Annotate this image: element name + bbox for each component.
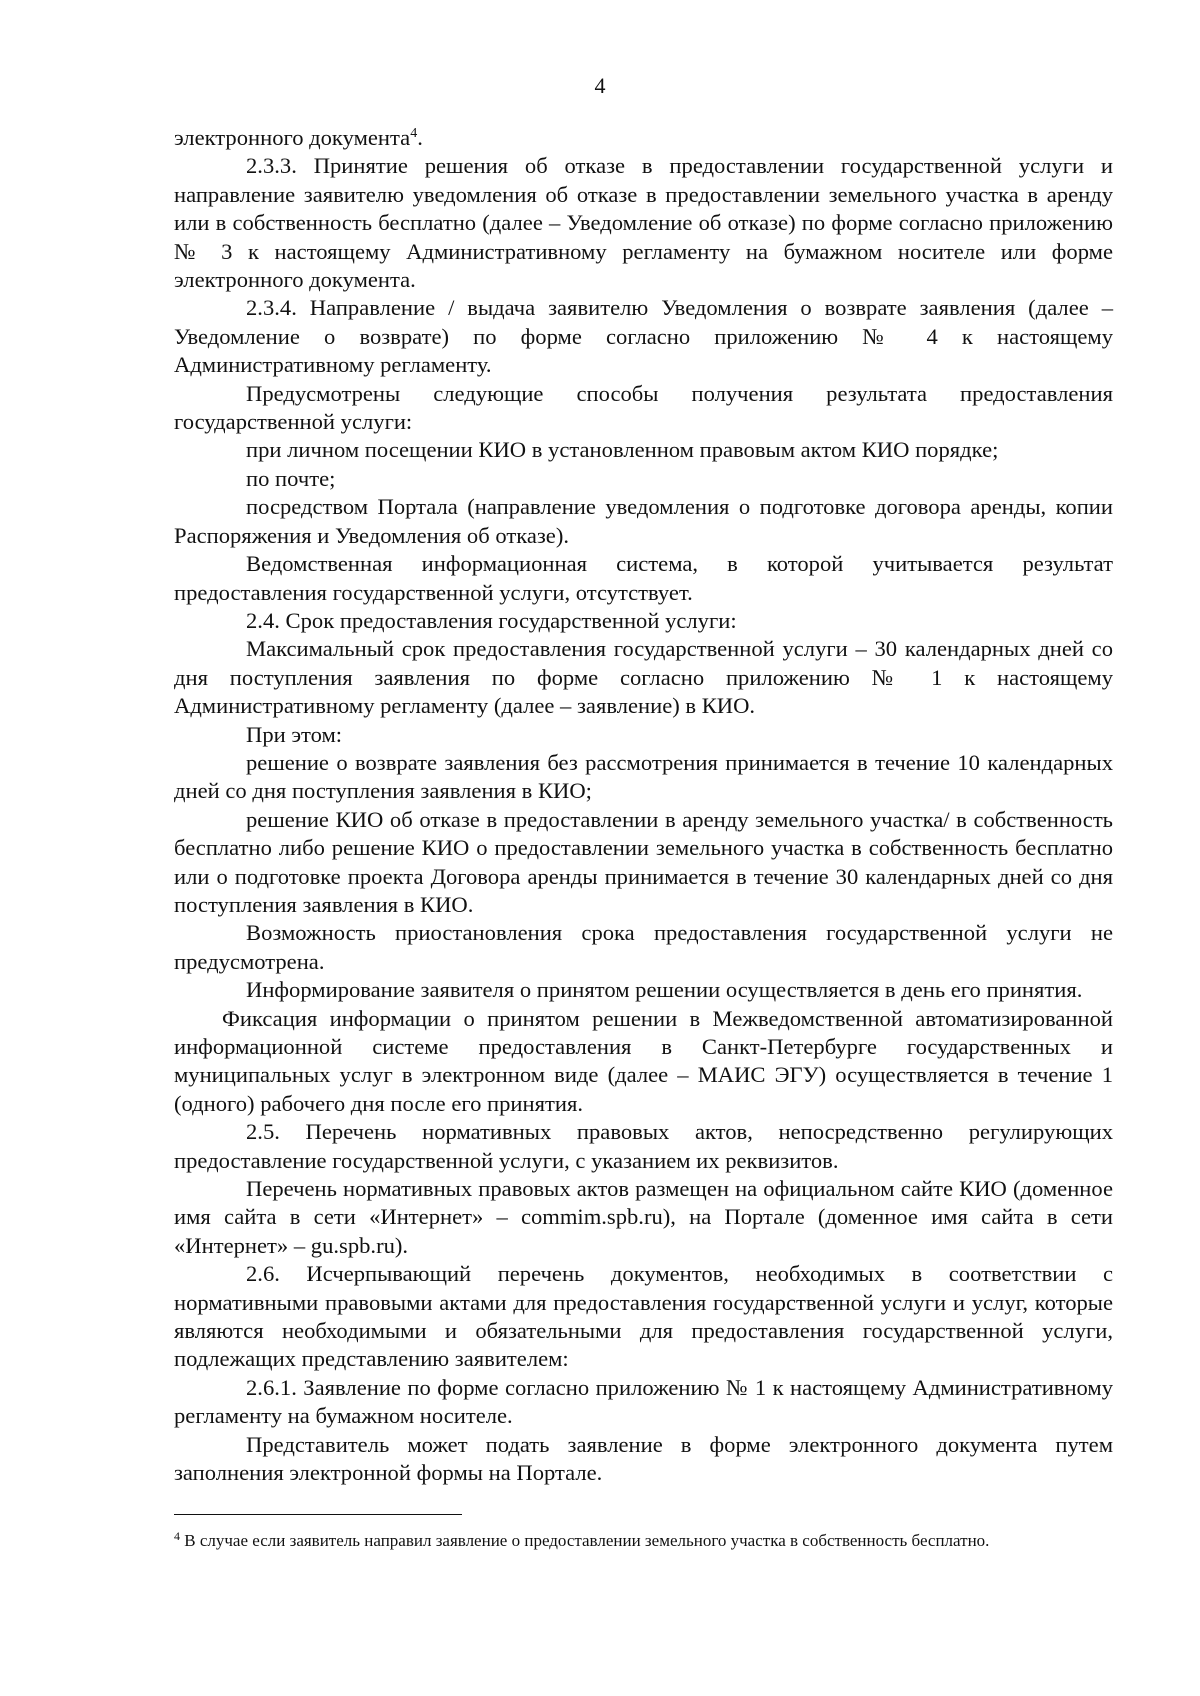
paragraph-2-6: 2.6. Исчерпывающий перечень документов, необходимых в соответствии с нормативными правовыми актами для предоставления государственной услуги и услуг, которые являются необходимыми и обязательными для предоставления государственной услуги, подлежащих представлению заявителем: [174, 1261, 1113, 1372]
paragraph-representative: Представитель может подать заявление в форме электронного документа путем заполнения электронной формы на Портале. [174, 1431, 1113, 1486]
footnote-marker: 4 [174, 1529, 180, 1543]
footnote [174, 1530, 1113, 1551]
paragraph-at-the-same-time: При этом: [246, 721, 343, 747]
paragraph-information-system: Ведомственная информационная система, в которой учитывается результат предоставления государственной услуги, отсутствует. [174, 551, 1113, 605]
paragraph-text: электронного документа [174, 125, 411, 150]
paragraph-kio-decision: решение КИО об отказе в предоставлении в аренду земельного участка/ в собственность бесплатно либо решение КИО о предоставлении земельного участка в собственность бесплатно или о подготовке проекта Договора аренды принимается в течение 30 календарных дней со дня поступления заявления в КИО. [174, 806, 1113, 917]
paragraph-2-6-1: 2.6.1. Заявление по форме согласно приложению № 1 к настоящему Административному регламенту на бумажном носителе. [174, 1374, 1113, 1429]
footnote-reference: 4 [410, 126, 418, 141]
paragraph-legal-acts-list: Перечень нормативных правовых актов размещен на официальном сайте КИО (доменное имя сайта в сети «Интернет» – commim.spb.ru), на Портале (доменное имя сайта в сети «Интернет» – gu.spb.ru). [174, 1176, 1113, 1258]
document-body [174, 124, 1113, 1488]
list-item-mail: по почте; [246, 465, 336, 491]
paragraph-suspension: Возможность приостановления срока предоставления государственной услуги не предусмотрена. [174, 920, 1113, 974]
footnote-separator [174, 1514, 462, 1515]
paragraph-continuation [174, 124, 1113, 152]
page-number: 4 [594, 73, 606, 98]
paragraph-2-5: 2.5. Перечень нормативных правовых актов, непосредственно регулирующих предоставление государственной услуги, с указанием их реквизитов. [174, 1119, 1113, 1173]
paragraph-result-methods: Предусмотрены следующие способы получения результата предоставления государственной услуги: [174, 380, 1113, 435]
list-item-portal: посредством Портала (направление уведомления о подготовке договора аренды, копии Распоряжения и Уведомления об отказе). [174, 494, 1113, 548]
paragraph-punctuation: . [417, 125, 423, 150]
paragraph-return-decision: решение о возврате заявления без рассмотрения принимается в течение 10 календарных дней со дня поступления заявления в КИО; [174, 749, 1113, 804]
paragraph-fixation: Фиксация информации о принятом решении в Межведомственной автоматизированной информационной системе предоставления в Санкт-Петербурге государственных и муниципальных услуг в электронном виде (далее – МАИС ЭГУ) осуществляется в течение 1 (одного) рабочего дня после его принятия. [174, 1005, 1113, 1116]
paragraph-max-term: Максимальный срок предоставления государственной услуги – 30 календарных дней со дня поступления заявления по форме согласно приложению № 1 к настоящему Административному регламенту (далее – заявление) в КИО. [174, 636, 1113, 719]
footnote-text: В случае если заявитель направил заявление о предоставлении земельного участка в собственность бесплатно. [184, 1531, 990, 1550]
paragraph-2-3-4: 2.3.4. Направление / выдача заявителю Уведомления о возврате заявления (далее – Уведомление о возврате) по форме согласно приложению № 4 к настоящему Административному регламенту. [174, 295, 1113, 378]
paragraph-informing: Информирование заявителя о принятом решении осуществляется в день его принятия. [246, 977, 1083, 1003]
paragraph-2-4: 2.4. Срок предоставления государственной услуги: [246, 607, 737, 633]
paragraph-2-3-3: 2.3.3. Принятие решения об отказе в предоставлении государственной услуги и направление заявителю уведомления об отказе в предоставлении земельного участка в аренду или в собственность бесплатно (далее – Уведомление об отказе) по форме согласно приложению № 3 к настоящему Административному регламенту на бумажном носителе или форме электронного документа. [174, 153, 1113, 293]
list-item-personal-visit: при личном посещении КИО в установленном правовым актом КИО порядке; [246, 437, 999, 463]
